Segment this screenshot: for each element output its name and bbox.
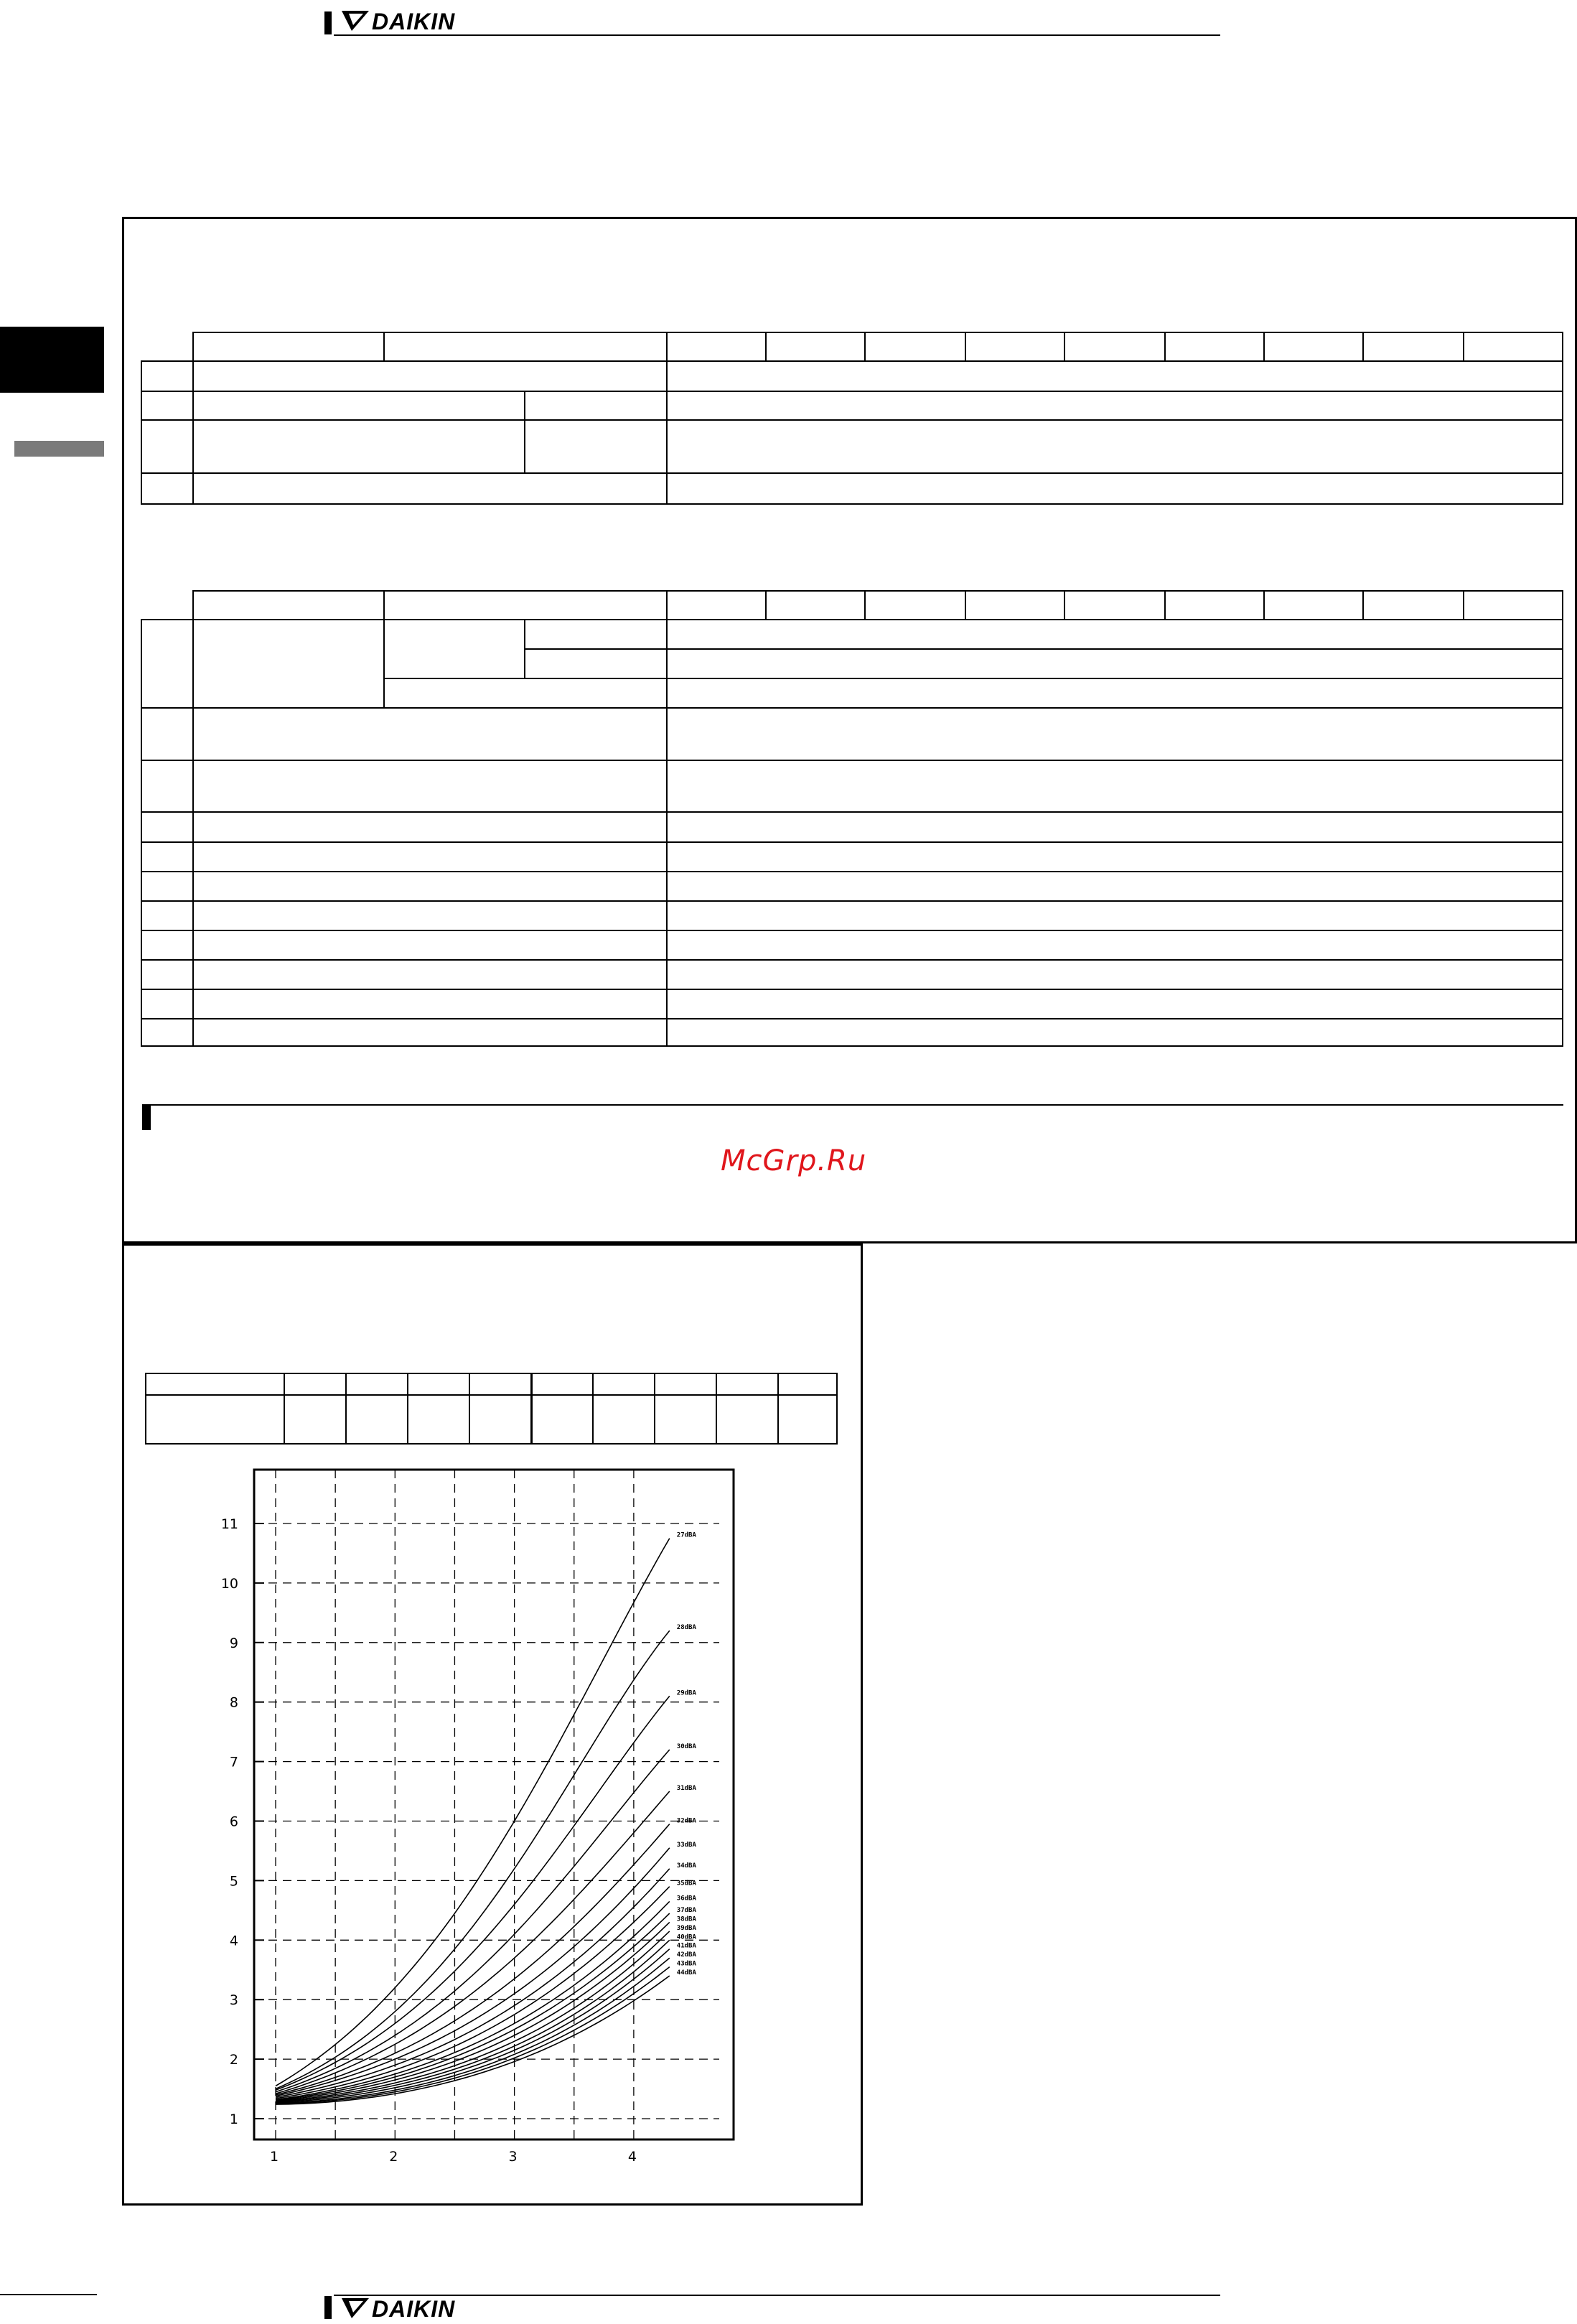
series-label: 39dBA: [676, 1924, 696, 1932]
header-accent-bar: [324, 11, 332, 34]
x-tick-label: 3: [508, 2149, 518, 2165]
series-label: 30dBA: [676, 1743, 696, 1751]
daikin-logo-icon: [342, 11, 369, 31]
series-label: 29dBA: [676, 1689, 696, 1697]
y-tick-label: 1: [229, 2111, 238, 2127]
series-label: 34dBA: [676, 1862, 696, 1870]
series-label: 31dBA: [676, 1785, 696, 1793]
series-line: [276, 1791, 670, 2094]
series-label: 35dBA: [676, 1880, 696, 1887]
series-label: 42dBA: [676, 1951, 696, 1959]
spec-table-2: [141, 590, 1563, 1048]
series-label: 44dBA: [676, 1969, 696, 1977]
header-logo: [342, 9, 455, 35]
side-tab-gray: [14, 441, 104, 457]
y-tick-label: 7: [229, 1754, 238, 1770]
series-label: 32dBA: [676, 1817, 696, 1825]
series-label: 41dBA: [676, 1942, 696, 1950]
series-line: [276, 1539, 670, 2086]
series-label: 43dBA: [676, 1960, 696, 1968]
section-marker: [142, 1104, 151, 1130]
footer-brand: DAIKIN: [372, 2296, 456, 2322]
y-tick-label: 10: [220, 1575, 238, 1592]
y-tick-label: 8: [229, 1694, 238, 1711]
watermark-text: McGrp.Ru: [721, 1144, 867, 1177]
series-line: [276, 1750, 670, 2092]
spec-table-1: [141, 332, 1563, 506]
daikin-logo-icon: [342, 2298, 369, 2318]
y-tick-label: 2: [229, 2052, 238, 2068]
series-line: [276, 1967, 670, 2104]
footer-accent-bar: [324, 2296, 332, 2319]
header-brand: DAIKIN: [372, 9, 456, 34]
series-line: [276, 1922, 670, 2101]
footer-rule: [334, 2295, 1220, 2296]
plot-frame: [254, 1470, 734, 2139]
section-rule: [147, 1104, 1563, 1106]
series-line: [276, 1913, 670, 2100]
y-tick-label: 3: [229, 1992, 238, 2009]
series-label: 40dBA: [676, 1933, 696, 1941]
series-label: 27dBA: [676, 1531, 696, 1539]
x-tick-label: 1: [269, 2149, 279, 2165]
x-tick-label: 2: [389, 2149, 398, 2165]
series-label: 33dBA: [676, 1841, 696, 1849]
series-line: [276, 1949, 670, 2103]
y-tick-label: 4: [229, 1933, 238, 1949]
y-tick-label: 6: [229, 1814, 238, 1830]
y-tick-label: 11: [220, 1516, 238, 1532]
footer-logo: [342, 2296, 455, 2323]
footer-left-rule: [0, 2294, 97, 2295]
series-label: 38dBA: [676, 1915, 696, 1923]
series-label: 28dBA: [676, 1624, 696, 1632]
sound-level-chart: [194, 1457, 747, 2190]
series-line: [276, 1976, 670, 2104]
sound-table: [145, 1373, 838, 1446]
side-tab-dark: [0, 327, 104, 393]
y-tick-label: 9: [229, 1635, 238, 1651]
y-tick-label: 5: [229, 1873, 238, 1890]
series-label: 37dBA: [676, 1906, 696, 1914]
x-tick-label: 4: [627, 2149, 637, 2165]
series-line: [276, 1696, 670, 2090]
header-rule: [334, 34, 1220, 36]
series-label: 36dBA: [676, 1895, 696, 1903]
